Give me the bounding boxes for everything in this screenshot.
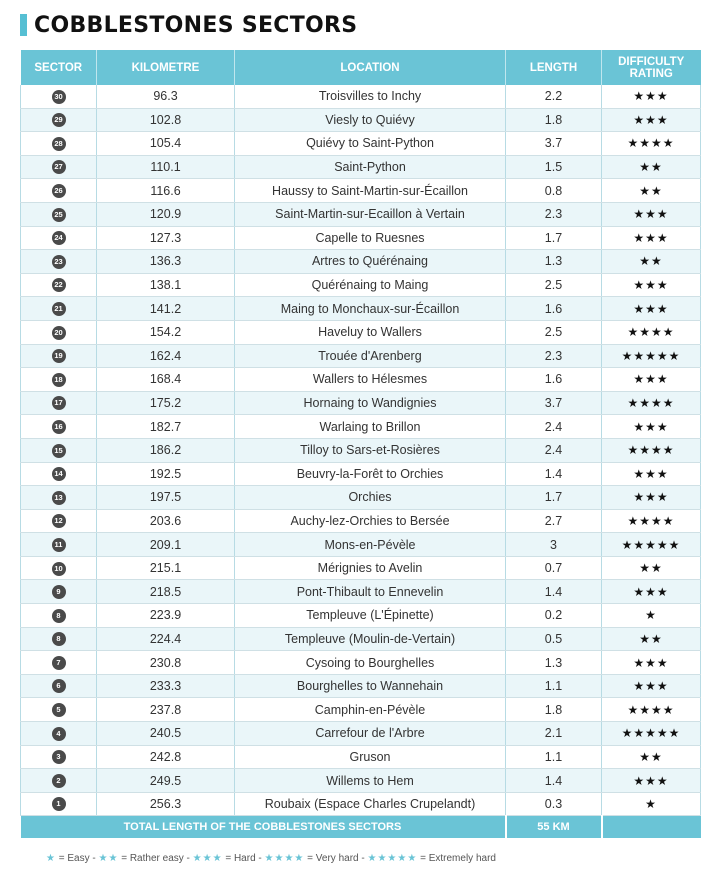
sector-cell — [21, 226, 97, 250]
difficulty-cell — [602, 108, 701, 132]
sector-cell — [21, 627, 97, 651]
difficulty-stars: ★★★ — [633, 655, 669, 670]
sector-number-badge: 17 — [52, 396, 66, 410]
table-row — [21, 604, 701, 628]
length-cell: 1.8 — [506, 698, 602, 722]
sector-cell — [21, 415, 97, 439]
difficulty-stars: ★★★★ — [627, 325, 675, 340]
difficulty-cell — [602, 368, 701, 392]
location-cell: Artres to Quérénaing — [235, 250, 506, 274]
difficulty-stars: ★★ — [639, 160, 663, 175]
length-cell: 2.3 — [506, 344, 602, 368]
sector-number-badge: 18 — [52, 373, 66, 387]
sector-number-badge: 28 — [52, 137, 66, 151]
table-row — [21, 698, 701, 722]
sector-cell — [21, 651, 97, 675]
difficulty-stars: ★★★ — [633, 679, 669, 694]
length-cell: 1.3 — [506, 651, 602, 675]
header-difficulty-line1: DIFFICULTY — [618, 55, 685, 68]
table-row — [21, 108, 701, 132]
difficulty-cell — [602, 202, 701, 226]
difficulty-stars: ★★★ — [633, 773, 669, 788]
sector-number-badge: 22 — [52, 278, 66, 292]
sector-number-badge: 30 — [52, 90, 66, 104]
kilometre-cell: 102.8 — [97, 108, 235, 132]
location-cell: Beuvry-la-Forêt to Orchies — [235, 462, 506, 486]
length-cell: 1.4 — [506, 580, 602, 604]
sector-cell — [21, 391, 97, 415]
length-cell: 1.1 — [506, 745, 602, 769]
difficulty-stars: ★★ — [639, 631, 663, 646]
sector-number-badge: 10 — [52, 562, 66, 576]
difficulty-cell — [602, 556, 701, 580]
table-row — [21, 368, 701, 392]
sector-number-badge: 8 — [52, 632, 66, 646]
sector-cell — [21, 486, 97, 510]
legend-stars-easy: ★ — [46, 853, 56, 864]
length-cell: 1.5 — [506, 155, 602, 179]
table-row — [21, 415, 701, 439]
kilometre-cell: 203.6 — [97, 509, 235, 533]
sector-cell — [21, 769, 97, 793]
location-cell: Bourghelles to Wannehain — [235, 674, 506, 698]
difficulty-cell — [602, 344, 701, 368]
difficulty-stars: ★★★ — [633, 584, 669, 599]
difficulty-legend — [46, 853, 496, 864]
table-row — [21, 533, 701, 557]
sector-number-badge: 15 — [52, 444, 66, 458]
location-cell: Mons-en-Pévèle — [235, 533, 506, 557]
total-value: 55 KM — [506, 816, 602, 839]
header-length: LENGTH — [506, 50, 602, 85]
difficulty-cell — [602, 533, 701, 557]
sector-cell — [21, 556, 97, 580]
length-cell: 3.7 — [506, 132, 602, 156]
difficulty-stars: ★ — [645, 608, 657, 623]
sector-cell — [21, 320, 97, 344]
sector-cell — [21, 533, 97, 557]
difficulty-stars: ★★★★★ — [621, 537, 681, 552]
difficulty-cell — [602, 651, 701, 675]
table-row — [21, 792, 701, 816]
kilometre-cell: 120.9 — [97, 202, 235, 226]
length-cell: 0.3 — [506, 792, 602, 816]
sector-cell — [21, 344, 97, 368]
sector-number-badge: 26 — [52, 184, 66, 198]
legend-label-rather-easy: = Rather easy - — [121, 853, 190, 864]
sector-cell — [21, 368, 97, 392]
sector-cell — [21, 438, 97, 462]
length-cell: 2.3 — [506, 202, 602, 226]
table-row — [21, 226, 701, 250]
sector-number-badge: 5 — [52, 703, 66, 717]
sector-cell — [21, 250, 97, 274]
kilometre-cell: 175.2 — [97, 391, 235, 415]
difficulty-cell — [602, 320, 701, 344]
location-cell: Maing to Monchaux-sur-Écaillon — [235, 297, 506, 321]
location-cell: Haveluy to Wallers — [235, 320, 506, 344]
kilometre-cell: 197.5 — [97, 486, 235, 510]
difficulty-cell — [602, 155, 701, 179]
kilometre-cell: 162.4 — [97, 344, 235, 368]
sector-cell — [21, 792, 97, 816]
kilometre-cell: 256.3 — [97, 792, 235, 816]
sector-cell — [21, 745, 97, 769]
difficulty-stars: ★★★ — [633, 490, 669, 505]
sector-number-badge: 16 — [52, 420, 66, 434]
kilometre-cell: 127.3 — [97, 226, 235, 250]
difficulty-stars: ★★★★ — [627, 443, 675, 458]
length-cell: 3 — [506, 533, 602, 557]
page-title — [20, 10, 357, 40]
kilometre-cell: 105.4 — [97, 132, 235, 156]
header-difficulty — [602, 50, 701, 85]
sector-cell — [21, 722, 97, 746]
table-row — [21, 273, 701, 297]
sector-cell — [21, 698, 97, 722]
sector-cell — [21, 580, 97, 604]
difficulty-cell — [602, 792, 701, 816]
location-cell: Mérignies to Avelin — [235, 556, 506, 580]
length-cell: 0.7 — [506, 556, 602, 580]
length-cell: 2.1 — [506, 722, 602, 746]
kilometre-cell: 192.5 — [97, 462, 235, 486]
difficulty-stars: ★★★★ — [627, 513, 675, 528]
location-cell: Camphin-en-Pévèle — [235, 698, 506, 722]
difficulty-stars: ★★★★★ — [621, 348, 681, 363]
kilometre-cell: 240.5 — [97, 722, 235, 746]
kilometre-cell: 242.8 — [97, 745, 235, 769]
total-row — [21, 816, 701, 839]
location-cell: Trouée d'Arenberg — [235, 344, 506, 368]
legend-stars-extremely-hard: ★★★★★ — [367, 853, 418, 864]
difficulty-cell — [602, 273, 701, 297]
kilometre-cell: 168.4 — [97, 368, 235, 392]
difficulty-cell — [602, 391, 701, 415]
sector-number-badge: 2 — [52, 774, 66, 788]
location-cell: Gruson — [235, 745, 506, 769]
difficulty-stars: ★★★ — [633, 112, 669, 127]
sector-number-badge: 11 — [52, 538, 66, 552]
title-accent-bar — [20, 14, 27, 36]
legend-label-extremely-hard: = Extremely hard — [420, 853, 496, 864]
kilometre-cell: 249.5 — [97, 769, 235, 793]
difficulty-cell — [602, 580, 701, 604]
sector-cell — [21, 85, 97, 108]
kilometre-cell: 136.3 — [97, 250, 235, 274]
sector-number-badge: 19 — [52, 349, 66, 363]
length-cell: 1.3 — [506, 250, 602, 274]
header-kilometre: KILOMETRE — [97, 50, 235, 85]
sector-number-badge: 21 — [52, 302, 66, 316]
kilometre-cell: 233.3 — [97, 674, 235, 698]
difficulty-cell — [602, 132, 701, 156]
difficulty-stars: ★★★★★ — [621, 726, 681, 741]
difficulty-cell — [602, 745, 701, 769]
table-row — [21, 320, 701, 344]
table-header-row — [21, 50, 701, 85]
difficulty-cell — [602, 509, 701, 533]
difficulty-stars: ★★★ — [633, 207, 669, 222]
difficulty-stars: ★★★ — [633, 301, 669, 316]
table-row — [21, 486, 701, 510]
kilometre-cell: 237.8 — [97, 698, 235, 722]
header-difficulty-line2: RATING — [629, 67, 673, 80]
location-cell: Templeuve (Moulin-de-Vertain) — [235, 627, 506, 651]
length-cell: 2.5 — [506, 320, 602, 344]
legend-stars-very-hard: ★★★★ — [264, 853, 305, 864]
sector-cell — [21, 202, 97, 226]
difficulty-cell — [602, 226, 701, 250]
sector-number-badge: 9 — [52, 585, 66, 599]
location-cell: Warlaing to Brillon — [235, 415, 506, 439]
kilometre-cell: 186.2 — [97, 438, 235, 462]
table-row — [21, 674, 701, 698]
location-cell: Saint-Python — [235, 155, 506, 179]
table-row — [21, 297, 701, 321]
length-cell: 0.2 — [506, 604, 602, 628]
length-cell: 0.8 — [506, 179, 602, 203]
kilometre-cell: 96.3 — [97, 85, 235, 108]
length-cell: 1.6 — [506, 368, 602, 392]
location-cell: Carrefour de l'Arbre — [235, 722, 506, 746]
length-cell: 1.7 — [506, 486, 602, 510]
location-cell: Troisvilles to Inchy — [235, 85, 506, 108]
sector-cell — [21, 297, 97, 321]
difficulty-cell — [602, 85, 701, 108]
table-row — [21, 132, 701, 156]
difficulty-cell — [602, 250, 701, 274]
difficulty-cell — [602, 297, 701, 321]
difficulty-stars: ★★ — [639, 561, 663, 576]
legend-stars-rather-easy: ★★ — [98, 853, 119, 864]
kilometre-cell: 138.1 — [97, 273, 235, 297]
legend-label-hard: = Hard - — [225, 853, 262, 864]
table-row — [21, 344, 701, 368]
page-title-text: COBBLESTONES SECTORS — [34, 12, 358, 38]
table-row — [21, 179, 701, 203]
sector-cell — [21, 674, 97, 698]
length-cell: 3.7 — [506, 391, 602, 415]
difficulty-stars: ★★★ — [633, 89, 669, 104]
difficulty-cell — [602, 604, 701, 628]
legend-label-easy: = Easy - — [58, 853, 96, 864]
table-row — [21, 627, 701, 651]
legend-label-very-hard: = Very hard - — [307, 853, 365, 864]
difficulty-cell — [602, 627, 701, 651]
sector-cell — [21, 509, 97, 533]
difficulty-cell — [602, 462, 701, 486]
sector-number-badge: 13 — [52, 491, 66, 505]
kilometre-cell: 182.7 — [97, 415, 235, 439]
difficulty-stars: ★★★ — [633, 372, 669, 387]
sector-number-badge: 27 — [52, 160, 66, 174]
table-row — [21, 250, 701, 274]
table-row — [21, 202, 701, 226]
kilometre-cell: 218.5 — [97, 580, 235, 604]
difficulty-stars: ★★ — [639, 183, 663, 198]
difficulty-stars: ★ — [645, 797, 657, 812]
length-cell: 2.7 — [506, 509, 602, 533]
length-cell: 2.2 — [506, 85, 602, 108]
difficulty-cell — [602, 769, 701, 793]
difficulty-stars: ★★★ — [633, 419, 669, 434]
sector-cell — [21, 179, 97, 203]
table-row — [21, 769, 701, 793]
difficulty-stars: ★★ — [639, 254, 663, 269]
location-cell: Cysoing to Bourghelles — [235, 651, 506, 675]
kilometre-cell: 141.2 — [97, 297, 235, 321]
table-row — [21, 580, 701, 604]
table-row — [21, 509, 701, 533]
location-cell: Saint-Martin-sur-Ecaillon à Vertain — [235, 202, 506, 226]
kilometre-cell: 154.2 — [97, 320, 235, 344]
total-empty-cell — [602, 816, 701, 839]
location-cell: Tilloy to Sars-et-Rosières — [235, 438, 506, 462]
difficulty-cell — [602, 415, 701, 439]
length-cell: 1.6 — [506, 297, 602, 321]
difficulty-cell — [602, 486, 701, 510]
location-cell: Auchy-lez-Orchies to Bersée — [235, 509, 506, 533]
length-cell: 1.8 — [506, 108, 602, 132]
kilometre-cell: 110.1 — [97, 155, 235, 179]
kilometre-cell: 215.1 — [97, 556, 235, 580]
length-cell: 1.7 — [506, 226, 602, 250]
difficulty-cell — [602, 674, 701, 698]
table-row — [21, 438, 701, 462]
header-sector: SECTOR — [21, 50, 97, 85]
length-cell: 0.5 — [506, 627, 602, 651]
sector-number-badge: 6 — [52, 679, 66, 693]
table-row — [21, 391, 701, 415]
sector-cell — [21, 155, 97, 179]
header-location: LOCATION — [235, 50, 506, 85]
sector-number-badge: 4 — [52, 727, 66, 741]
location-cell: Viesly to Quiévy — [235, 108, 506, 132]
sector-number-badge: 3 — [52, 750, 66, 764]
sector-cell — [21, 108, 97, 132]
sector-cell — [21, 273, 97, 297]
location-cell: Capelle to Ruesnes — [235, 226, 506, 250]
sector-number-badge: 1 — [52, 797, 66, 811]
location-cell: Hornaing to Wandignies — [235, 391, 506, 415]
sector-number-badge: 20 — [52, 326, 66, 340]
difficulty-cell — [602, 698, 701, 722]
sector-number-badge: 8 — [52, 609, 66, 623]
difficulty-stars: ★★★★ — [627, 136, 675, 151]
table-row — [21, 651, 701, 675]
sector-number-badge: 29 — [52, 113, 66, 127]
kilometre-cell: 223.9 — [97, 604, 235, 628]
difficulty-cell — [602, 179, 701, 203]
sector-cell — [21, 604, 97, 628]
location-cell: Quiévy to Saint-Python — [235, 132, 506, 156]
difficulty-stars: ★★★★ — [627, 396, 675, 411]
location-cell: Willems to Hem — [235, 769, 506, 793]
cobblestones-table — [20, 50, 701, 838]
location-cell: Orchies — [235, 486, 506, 510]
length-cell: 2.4 — [506, 415, 602, 439]
difficulty-stars: ★★ — [639, 749, 663, 764]
total-label: TOTAL LENGTH OF THE COBBLESTONES SECTORS — [21, 816, 506, 839]
length-cell: 1.4 — [506, 462, 602, 486]
difficulty-stars: ★★★ — [633, 230, 669, 245]
difficulty-stars: ★★★ — [633, 278, 669, 293]
difficulty-stars: ★★★★ — [627, 702, 675, 717]
difficulty-cell — [602, 438, 701, 462]
location-cell: Roubaix (Espace Charles Crupelandt) — [235, 792, 506, 816]
length-cell: 2.4 — [506, 438, 602, 462]
legend-stars-hard: ★★★ — [192, 853, 223, 864]
sector-number-badge: 25 — [52, 208, 66, 222]
difficulty-cell — [602, 722, 701, 746]
location-cell: Wallers to Hélesmes — [235, 368, 506, 392]
table-row — [21, 556, 701, 580]
location-cell: Pont-Thibault to Ennevelin — [235, 580, 506, 604]
sector-cell — [21, 462, 97, 486]
location-cell: Quérénaing to Maing — [235, 273, 506, 297]
kilometre-cell: 224.4 — [97, 627, 235, 651]
sector-number-badge: 12 — [52, 514, 66, 528]
sector-number-badge: 7 — [52, 656, 66, 670]
sector-number-badge: 14 — [52, 467, 66, 481]
sector-number-badge: 24 — [52, 231, 66, 245]
length-cell: 1.4 — [506, 769, 602, 793]
location-cell: Haussy to Saint-Martin-sur-Écaillon — [235, 179, 506, 203]
table-row — [21, 722, 701, 746]
difficulty-stars: ★★★ — [633, 466, 669, 481]
sector-cell — [21, 132, 97, 156]
kilometre-cell: 116.6 — [97, 179, 235, 203]
table-row — [21, 155, 701, 179]
table-row — [21, 745, 701, 769]
length-cell: 2.5 — [506, 273, 602, 297]
table-row — [21, 462, 701, 486]
kilometre-cell: 230.8 — [97, 651, 235, 675]
table-row — [21, 85, 701, 108]
sector-number-badge: 23 — [52, 255, 66, 269]
kilometre-cell: 209.1 — [97, 533, 235, 557]
location-cell: Templeuve (L'Épinette) — [235, 604, 506, 628]
length-cell: 1.1 — [506, 674, 602, 698]
